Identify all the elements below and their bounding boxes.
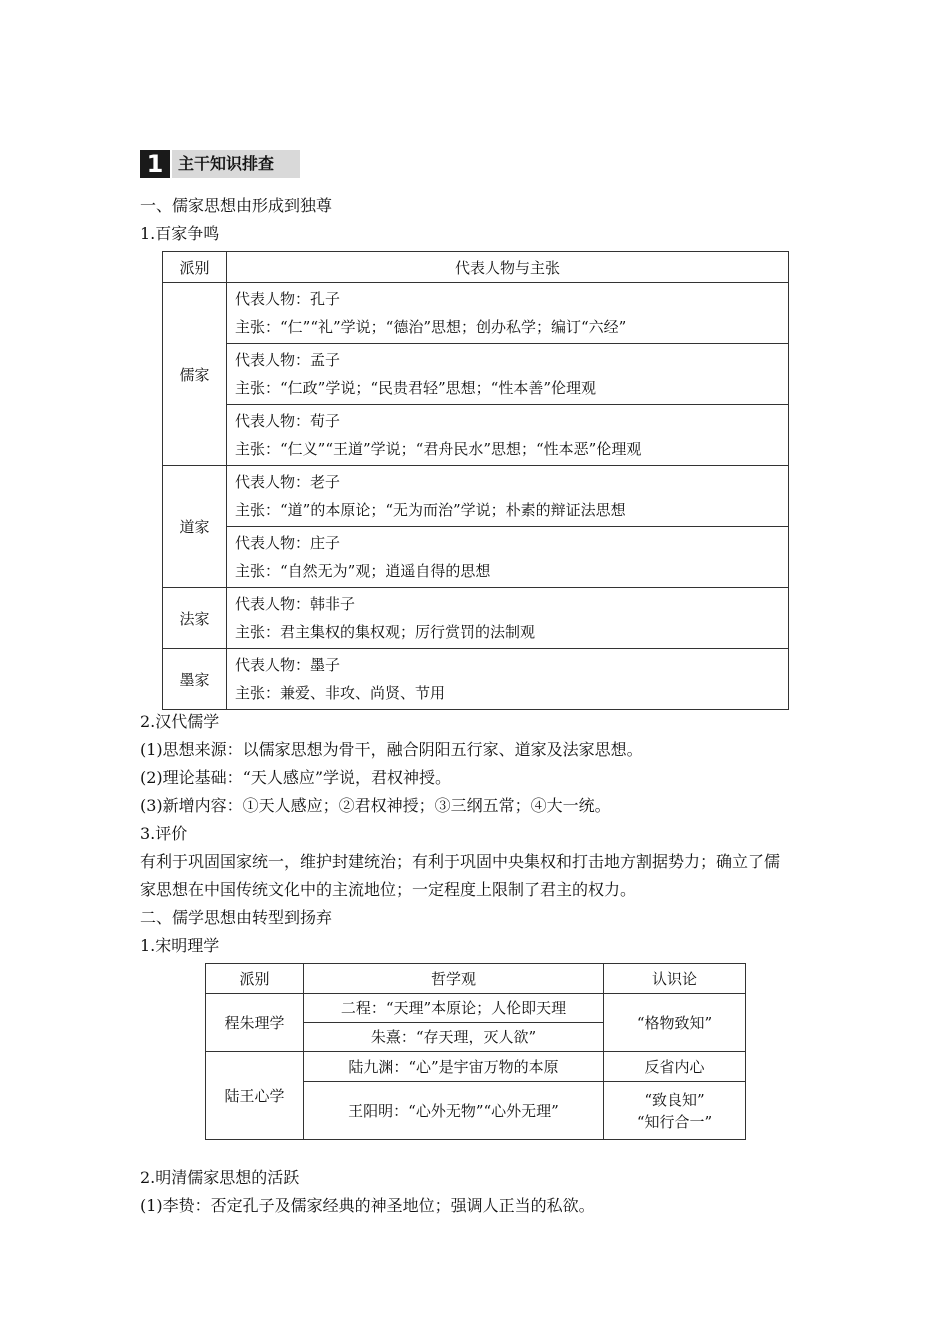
han-point-1: (1)思想来源：以儒家思想为骨干，融合阴阳五行家、道家及法家思想。 — [140, 740, 643, 759]
neo-confucianism-table — [205, 963, 746, 1140]
philosophy-cell: 朱熹：“存天理，灭人欲” — [304, 1023, 604, 1052]
section1-sub3: 3.评价 — [140, 824, 188, 843]
evaluation-line-1: 有利于巩固国家统一，维护封建统治；有利于巩固中央集权和打击地方割据势力；确立了儒 — [140, 852, 781, 871]
header-philosophy: 哲学观 — [304, 964, 604, 994]
section-badge — [140, 150, 300, 178]
school-entry: 代表人物：韩非子 主张：君主集权的集权观；厉行赏罚的法制观 — [227, 588, 789, 649]
badge-title: 主干知识排查 — [172, 150, 300, 178]
epistemology-cell: “格物致知” — [604, 994, 746, 1052]
philosophy-cell: 二程：“天理”本原论；人伦即天理 — [304, 994, 604, 1023]
evaluation-line-2: 家思想在中国传统文化中的主流地位；一定程度上限制了君主的权力。 — [140, 880, 637, 899]
school-entry: 代表人物：老子 主张：“道”的本原论；“无为而治”学说；朴素的辩证法思想 — [227, 466, 789, 527]
header-epistemology: 认识论 — [604, 964, 746, 994]
section2-sub1: 1.宋明理学 — [140, 936, 220, 955]
header-school: 派别 — [163, 252, 227, 283]
philosophy-cell: 陆九渊：“心”是宇宙万物的本原 — [304, 1052, 604, 1082]
epistemology-cell: “致良知” “知行合一” — [604, 1082, 746, 1140]
hundred-schools-table — [162, 251, 789, 710]
header-school: 派别 — [206, 964, 304, 994]
school-entry: 代表人物：孔子 主张：“仁”“礼”学说；“德治”思想；创办私学；编订“六经” — [227, 283, 789, 344]
philosophy-cell: 王阳明：“心外无物”“心外无理” — [304, 1082, 604, 1140]
school-name: 程朱理学 — [206, 994, 304, 1052]
school-name: 儒家 — [163, 283, 227, 466]
epistemology-cell: 反省内心 — [604, 1052, 746, 1082]
school-name: 法家 — [163, 588, 227, 649]
han-point-2: (2)理论基础：“天人感应”学说，君权神授。 — [140, 768, 452, 787]
section2-sub2: 2.明清儒家思想的活跃 — [140, 1168, 300, 1187]
han-point-3: (3)新增内容：①天人感应；②君权神授；③三纲五常；④大一统。 — [140, 796, 611, 815]
school-name: 墨家 — [163, 649, 227, 710]
section1-sub2: 2.汉代儒学 — [140, 712, 220, 731]
header-content: 代表人物与主张 — [227, 252, 789, 283]
school-name: 道家 — [163, 466, 227, 588]
ming-qing-point-1: (1)李贽：否定孔子及儒家经典的神圣地位；强调人正当的私欲。 — [140, 1196, 595, 1215]
badge-number: 1 — [140, 150, 170, 178]
school-entry: 代表人物：荀子 主张：“仁义”“王道”学说；“君舟民水”思想；“性本恶”伦理观 — [227, 405, 789, 466]
school-entry: 代表人物：孟子 主张：“仁政”学说；“民贵君轻”思想；“性本善”伦理观 — [227, 344, 789, 405]
school-entry: 代表人物：墨子 主张：兼爱、非攻、尚贤、节用 — [227, 649, 789, 710]
school-name: 陆王心学 — [206, 1052, 304, 1140]
section2-title: 二、儒学思想由转型到扬弃 — [140, 908, 333, 927]
section1-sub1: 1.百家争鸣 — [140, 224, 220, 243]
section1-title: 一、儒家思想由形成到独尊 — [140, 196, 333, 215]
school-entry: 代表人物：庄子 主张：“自然无为”观；逍遥自得的思想 — [227, 527, 789, 588]
